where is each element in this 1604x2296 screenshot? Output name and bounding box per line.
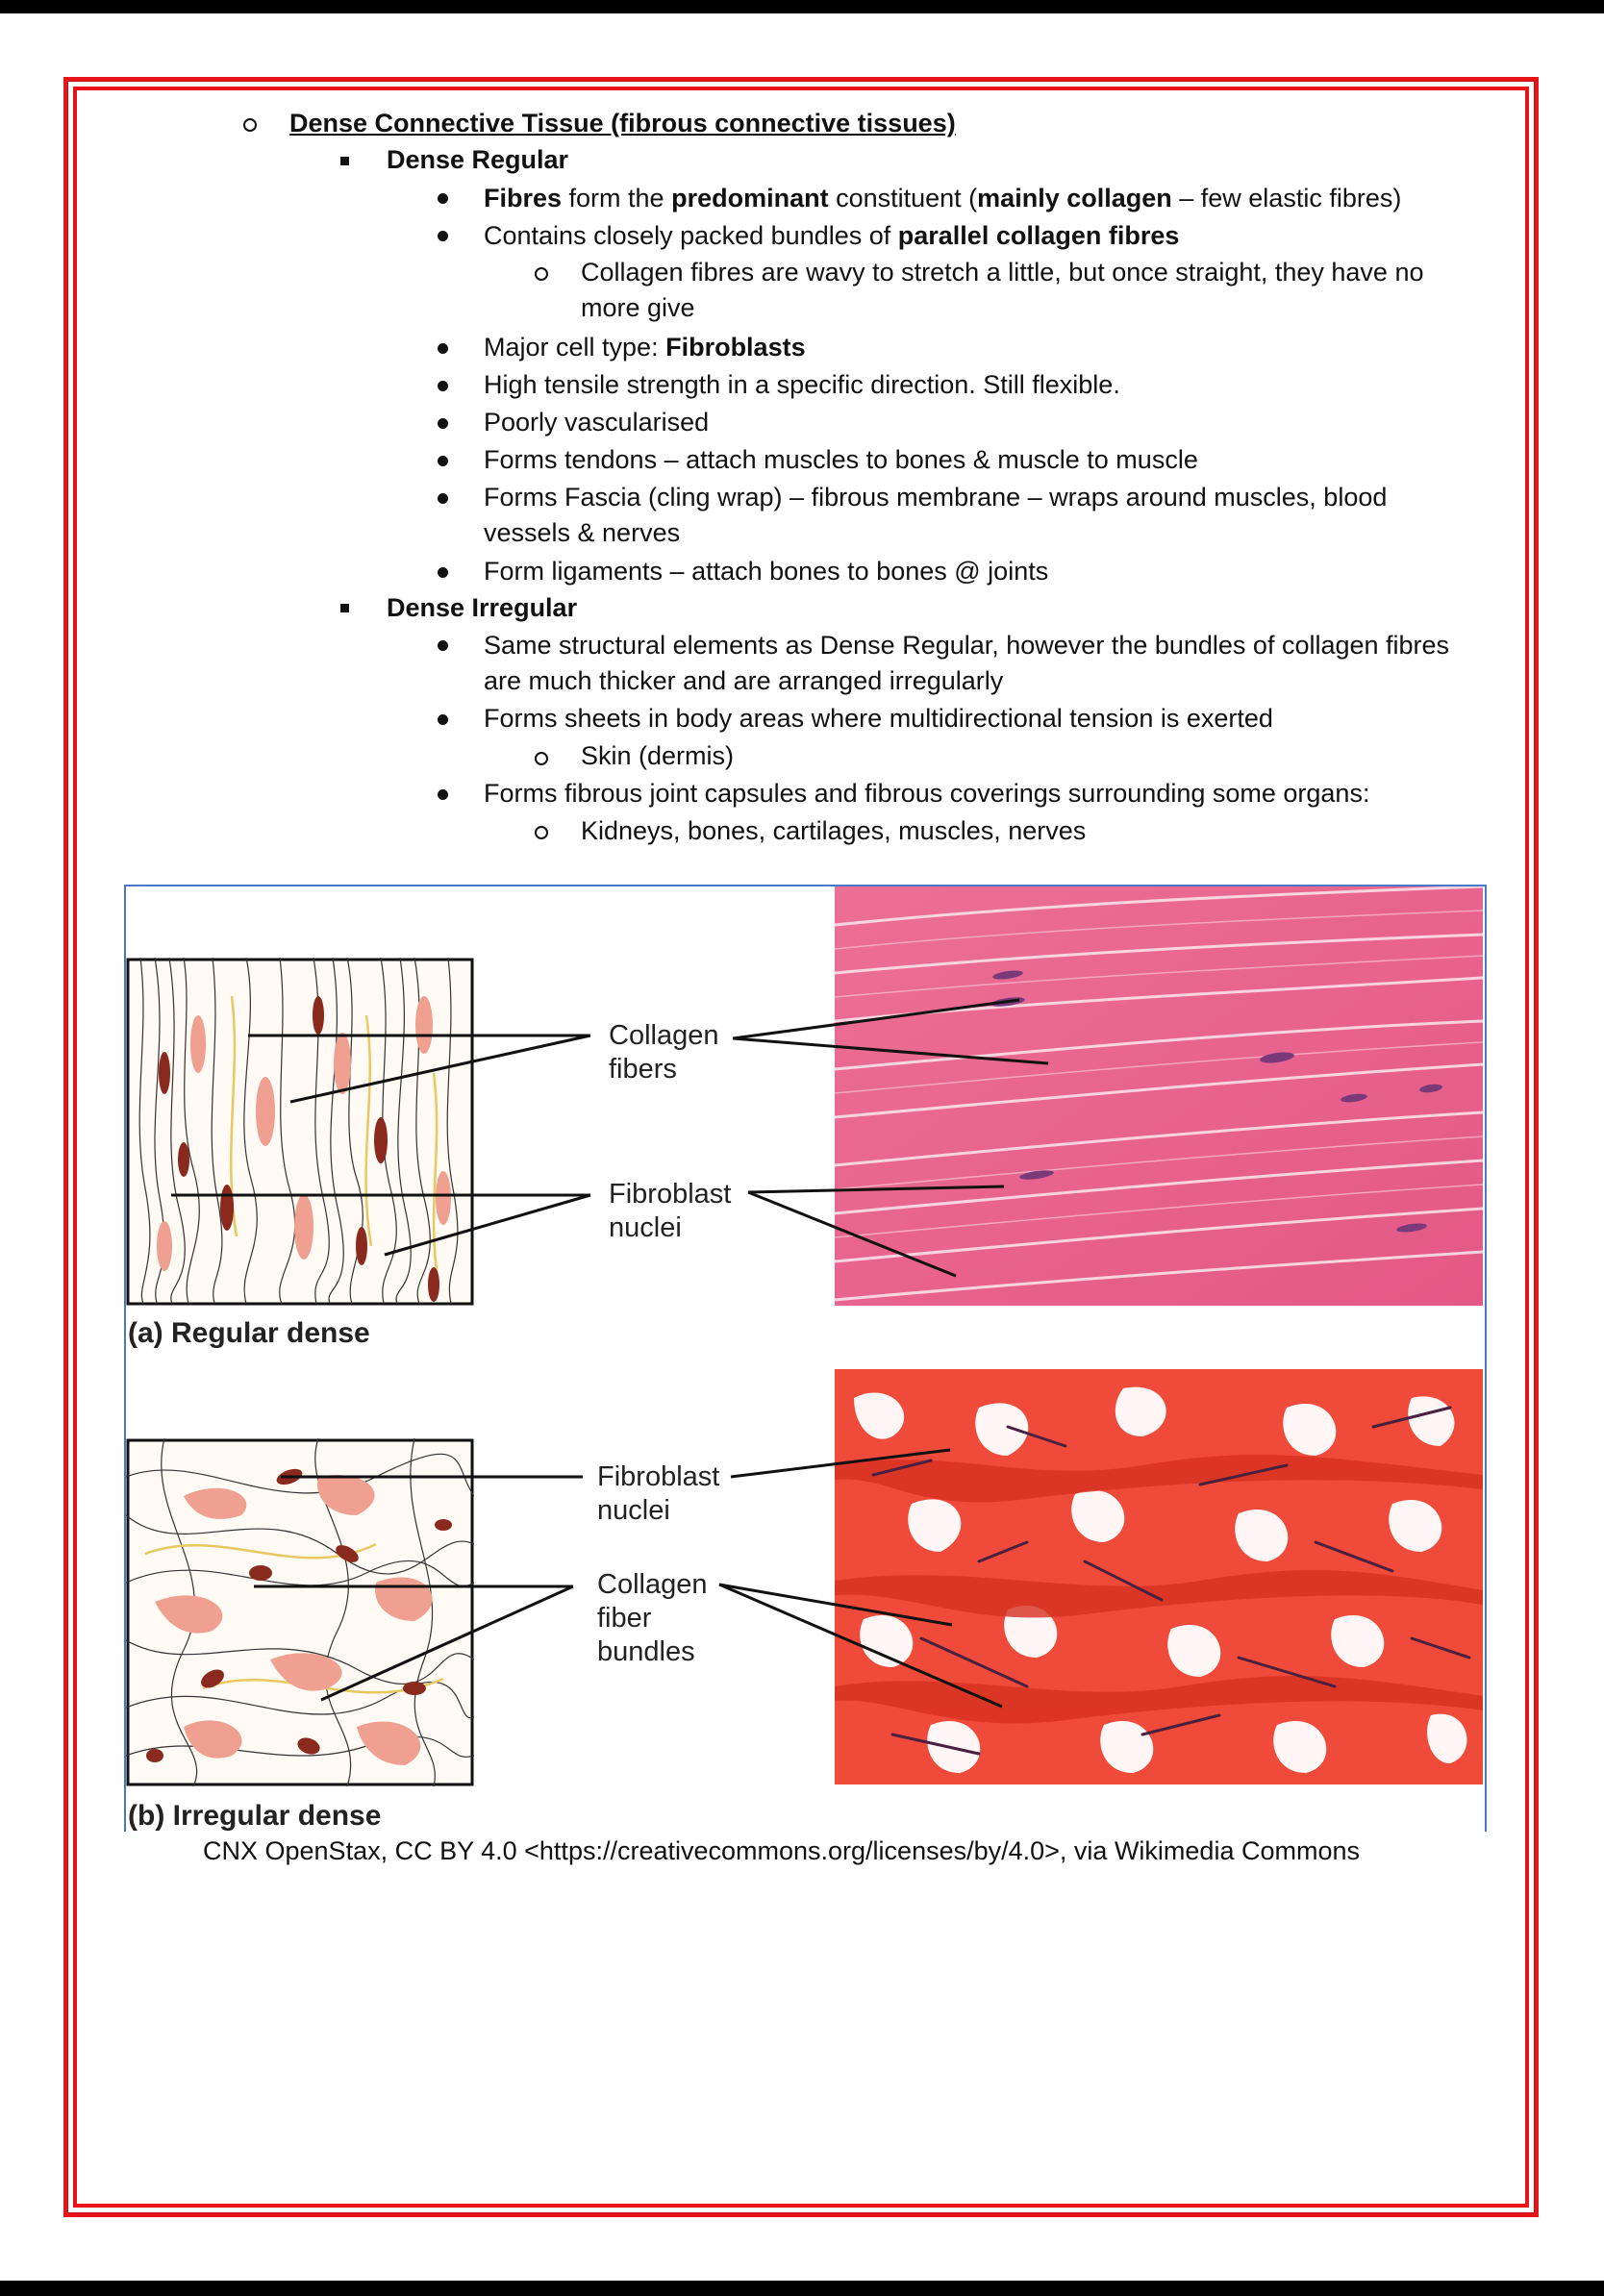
image-credit: CNX OpenStax, CC BY 4.0 <https://creativecommons.org/licenses/by/4.0>, via Wikimedia Commons	[203, 1836, 1360, 1865]
regular-point-7-line1: Forms Fascia (cling wrap) – fibrous membrane – wraps around muscles, blood	[484, 483, 1388, 512]
irregular-point-2: Forms sheets in body areas where multidirectional tension is exerted	[484, 704, 1273, 733]
regular-sub-point-line2: more give	[581, 293, 695, 322]
caption-irregular-dense: (b) Irregular dense	[128, 1800, 382, 1832]
regular-point-5: Poorly vascularised	[484, 408, 710, 437]
regular-point-4: High tensile strength in a specific direction. Still flexible.	[484, 370, 1120, 399]
irregular-sub-point-3: Kidneys, bones, cartilages, muscles, nerves	[581, 816, 1087, 845]
label-fibroblast-nuclei-b: Fibroblast nuclei	[597, 1461, 720, 1526]
label-collagen-fiber-bundles: Collagen fiber bundles	[597, 1569, 708, 1667]
caption-regular-dense: (a) Regular dense	[128, 1317, 370, 1349]
regular-point-2: Contains closely packed bundles of parallel collagen fibres	[484, 221, 1180, 250]
regular-point-1: Fibres form the predominant constituent (mainly collagen – few elastic fibres)	[484, 184, 1402, 212]
regular-sub-point-line1: Collagen fibres are wavy to stretch a little, but once straight, they have no	[581, 258, 1424, 287]
irregular-sub-point-2: Skin (dermis)	[581, 741, 735, 770]
label-fibroblast-nuclei-a: Fibroblast nuclei	[609, 1179, 732, 1243]
section-heading: Dense Connective Tissue (fibrous connective tissues)	[289, 109, 956, 137]
irregular-point-3: Forms fibrous joint capsules and fibrous coverings surrounding some organs:	[484, 779, 1370, 808]
irregular-point-1-line1: Same structural elements as Dense Regular, however the bundles of collagen fibres	[484, 631, 1450, 660]
regular-point-7-line2: vessels & nerves	[484, 518, 681, 547]
regular-point-6: Forms tendons – attach muscles to bones & muscle to muscle	[484, 445, 1198, 474]
dense-regular-title: Dense Regular	[387, 145, 569, 174]
regular-point-3: Major cell type: Fibroblasts	[484, 333, 806, 362]
regular-point-8: Form ligaments – attach bones to bones @ joints	[484, 557, 1049, 586]
label-collagen-fibers: Collagen fibers	[609, 1020, 719, 1085]
dense-irregular-title: Dense Irregular	[387, 593, 578, 622]
irregular-point-1-line2: are much thicker and are arranged irregularly	[484, 666, 1004, 695]
